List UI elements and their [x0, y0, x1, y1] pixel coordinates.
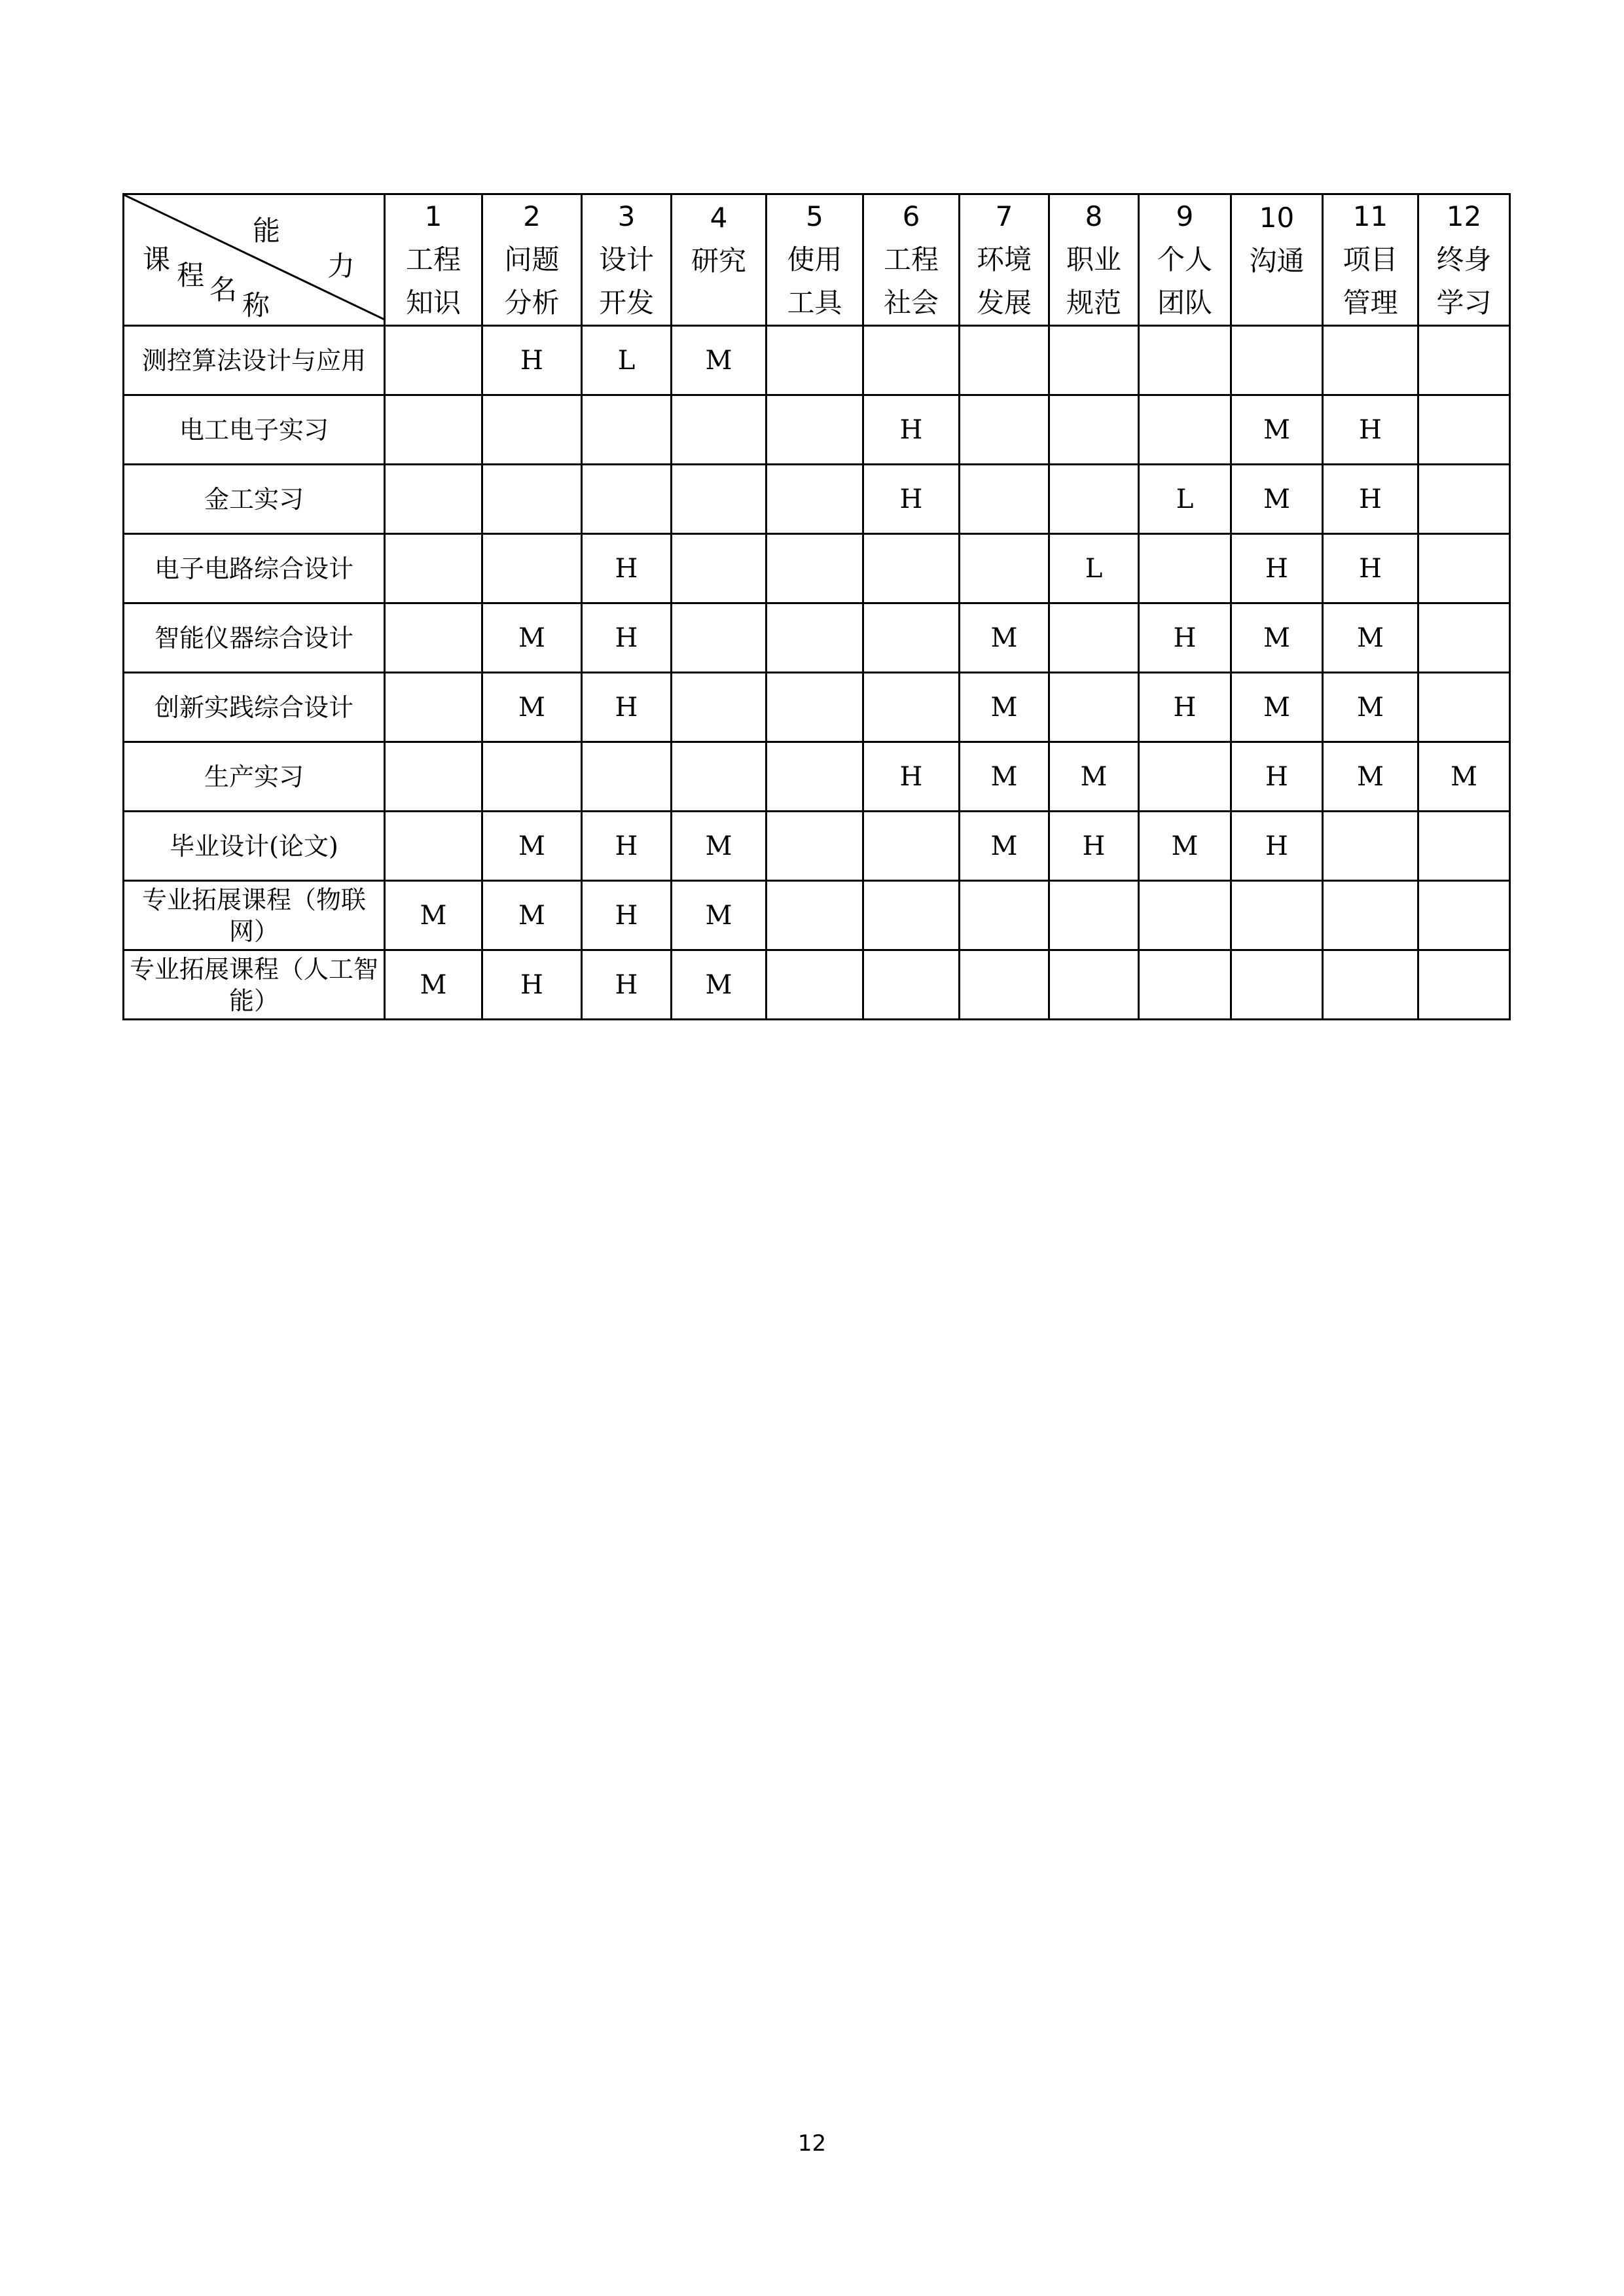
rating-cell [1418, 812, 1510, 881]
rating-cell [960, 465, 1049, 534]
ability-label: 个人 [1157, 243, 1212, 276]
rating-cell: H [1323, 534, 1418, 603]
rating-cell [1418, 534, 1510, 603]
ability-header [1049, 194, 1139, 326]
rating-cell [385, 395, 482, 465]
rating-cell: M [385, 881, 482, 950]
rating-cell [1418, 326, 1510, 395]
rating-cell: M [960, 812, 1049, 881]
course-name-cell: 测控算法设计与应用 [124, 326, 385, 395]
rating-cell: M [1418, 742, 1510, 812]
rating-cell: H [582, 673, 672, 742]
ability-label: 团队 [1157, 287, 1212, 319]
rating-cell [1418, 465, 1510, 534]
rating-cell: H [582, 534, 672, 603]
rating-cell: H [863, 465, 960, 534]
rating-cell [1323, 950, 1418, 1020]
ability-label: 学习 [1436, 287, 1492, 319]
rating-cell [767, 812, 863, 881]
rating-cell: M [960, 603, 1049, 673]
rating-cell: H [1231, 534, 1323, 603]
rating-cell [767, 465, 863, 534]
corner-course-char: 称 [242, 289, 270, 321]
ability-label: 问题 [504, 243, 560, 276]
rating-cell: H [1139, 603, 1231, 673]
rating-cell [1231, 881, 1323, 950]
ability-header [767, 194, 863, 326]
rating-cell [1139, 326, 1231, 395]
ability-header [1418, 194, 1510, 326]
rating-cell: M [1049, 742, 1139, 812]
ability-label: 工程 [883, 243, 939, 276]
rating-cell: M [482, 603, 582, 673]
rating-cell [1139, 881, 1231, 950]
rating-cell [385, 534, 482, 603]
ability-label: 社会 [883, 287, 939, 319]
table-row [124, 673, 1510, 742]
rating-cell [767, 395, 863, 465]
rating-cell [1049, 673, 1139, 742]
rating-cell [672, 534, 767, 603]
rating-cell: M [482, 881, 582, 950]
rating-cell [863, 881, 960, 950]
ability-label: 使用 [787, 243, 842, 276]
ability-header [582, 194, 672, 326]
rating-cell [960, 950, 1049, 1020]
rating-cell [1418, 881, 1510, 950]
rating-cell [960, 326, 1049, 395]
rating-cell [863, 534, 960, 603]
course-name-cell: 专业拓展课程（物联网） [124, 881, 385, 950]
ability-header [385, 194, 482, 326]
rating-cell [672, 465, 767, 534]
course-name-cell: 金工实习 [124, 465, 385, 534]
rating-cell: H [582, 881, 672, 950]
rating-cell [863, 950, 960, 1020]
ability-label: 规范 [1066, 287, 1121, 319]
rating-cell [767, 881, 863, 950]
rating-cell: H [1231, 742, 1323, 812]
rating-cell: M [1323, 673, 1418, 742]
rating-cell: H [1231, 812, 1323, 881]
rating-cell [1323, 881, 1418, 950]
ability-header [1323, 194, 1418, 326]
rating-cell [863, 812, 960, 881]
course-ability-matrix [122, 193, 1511, 1020]
rating-cell: M [385, 950, 482, 1020]
rating-cell [385, 673, 482, 742]
rating-cell [863, 326, 960, 395]
ability-label: 管理 [1343, 287, 1398, 319]
rating-cell [582, 395, 672, 465]
rating-cell [1049, 881, 1139, 950]
matrix-body [124, 326, 1510, 1020]
rating-cell [1418, 603, 1510, 673]
rating-cell [672, 742, 767, 812]
rating-cell [1049, 326, 1139, 395]
ability-number: 7 [995, 200, 1013, 232]
ability-number: 1 [424, 200, 442, 232]
rating-cell [1418, 395, 1510, 465]
course-name-cell: 专业拓展课程（人工智能） [124, 950, 385, 1020]
rating-cell: H [582, 950, 672, 1020]
ability-label: 开发 [598, 287, 654, 319]
table-row [124, 465, 1510, 534]
rating-cell: L [1139, 465, 1231, 534]
ability-label: 工程 [405, 243, 461, 276]
table-row [124, 326, 1510, 395]
table-row [124, 812, 1510, 881]
rating-cell [582, 465, 672, 534]
rating-cell: L [1049, 534, 1139, 603]
ability-label: 沟通 [1249, 245, 1305, 277]
rating-cell [385, 326, 482, 395]
rating-cell: L [582, 326, 672, 395]
corner-course-char: 名 [209, 274, 238, 306]
corner-header [124, 194, 385, 326]
rating-cell [767, 534, 863, 603]
rating-cell [960, 534, 1049, 603]
corner-ability-char: 力 [327, 250, 355, 282]
corner-course-char: 程 [177, 259, 205, 291]
rating-cell: M [1231, 465, 1323, 534]
ability-header [1231, 194, 1323, 326]
ability-label: 知识 [405, 287, 461, 319]
ability-label: 项目 [1343, 243, 1398, 276]
ability-number: 11 [1352, 200, 1388, 232]
rating-cell [385, 742, 482, 812]
table-row [124, 395, 1510, 465]
ability-header [672, 194, 767, 326]
rating-cell [1049, 603, 1139, 673]
rating-cell: M [1139, 812, 1231, 881]
rating-cell: H [582, 812, 672, 881]
rating-cell [385, 603, 482, 673]
ability-number: 9 [1176, 200, 1194, 232]
corner-ability-char: 能 [253, 215, 281, 247]
course-name-cell: 创新实践综合设计 [124, 673, 385, 742]
rating-cell [863, 673, 960, 742]
course-name-cell: 毕业设计(论文) [124, 812, 385, 881]
rating-cell: M [960, 673, 1049, 742]
rating-cell: M [672, 881, 767, 950]
rating-cell: M [482, 812, 582, 881]
rating-cell: H [1139, 673, 1231, 742]
rating-cell [960, 881, 1049, 950]
rating-cell: M [1231, 673, 1323, 742]
rating-cell [672, 603, 767, 673]
rating-cell [1049, 395, 1139, 465]
rating-cell [482, 465, 582, 534]
rating-cell: H [1323, 465, 1418, 534]
rating-cell [767, 603, 863, 673]
rating-cell [482, 742, 582, 812]
ability-number: 6 [902, 200, 920, 232]
rating-cell [482, 395, 582, 465]
rating-cell [863, 603, 960, 673]
header-row [124, 194, 1510, 326]
ability-header [863, 194, 960, 326]
rating-cell [1139, 950, 1231, 1020]
rating-cell [482, 534, 582, 603]
rating-cell [1231, 326, 1323, 395]
rating-cell: H [482, 950, 582, 1020]
ability-number: 3 [617, 200, 636, 232]
rating-cell [1418, 673, 1510, 742]
ability-header [1139, 194, 1231, 326]
ability-number: 5 [806, 200, 823, 232]
rating-cell: H [1049, 812, 1139, 881]
ability-label: 环境 [976, 243, 1032, 276]
rating-cell: H [482, 326, 582, 395]
course-name-cell: 智能仪器综合设计 [124, 603, 385, 673]
rating-cell [582, 742, 672, 812]
course-name-cell: 电子电路综合设计 [124, 534, 385, 603]
rating-cell [1323, 326, 1418, 395]
table-row [124, 950, 1510, 1020]
rating-cell [385, 465, 482, 534]
rating-cell [672, 673, 767, 742]
rating-cell [1139, 534, 1231, 603]
table-row [124, 534, 1510, 603]
rating-cell: H [1323, 395, 1418, 465]
ability-header [482, 194, 582, 326]
rating-cell [767, 950, 863, 1020]
rating-cell: H [863, 395, 960, 465]
rating-cell: M [482, 673, 582, 742]
rating-cell: H [863, 742, 960, 812]
rating-cell [1323, 812, 1418, 881]
ability-label: 工具 [787, 287, 842, 319]
rating-cell: M [960, 742, 1049, 812]
course-name-cell: 电工电子实习 [124, 395, 385, 465]
rating-cell [767, 673, 863, 742]
ability-label: 分析 [504, 287, 560, 319]
rating-cell [672, 395, 767, 465]
ability-label: 职业 [1066, 243, 1121, 276]
rating-cell [1049, 950, 1139, 1020]
course-name-cell: 生产实习 [124, 742, 385, 812]
rating-cell [1418, 950, 1510, 1020]
ability-label: 终身 [1436, 243, 1492, 276]
ability-number: 4 [710, 202, 728, 234]
ability-header [960, 194, 1049, 326]
rating-cell [1139, 742, 1231, 812]
rating-cell: H [582, 603, 672, 673]
rating-cell: M [672, 950, 767, 1020]
rating-cell: M [1323, 603, 1418, 673]
table-row [124, 881, 1510, 950]
ability-label: 发展 [976, 287, 1032, 319]
rating-cell: M [672, 326, 767, 395]
ability-label: 设计 [598, 243, 654, 276]
rating-cell: M [1231, 603, 1323, 673]
rating-cell [1139, 395, 1231, 465]
page-number: 12 [797, 2130, 827, 2157]
rating-cell [960, 395, 1049, 465]
rating-cell: M [1323, 742, 1418, 812]
corner-course-char: 课 [143, 243, 171, 276]
ability-number: 10 [1259, 202, 1295, 234]
rating-cell: M [672, 812, 767, 881]
table-row [124, 742, 1510, 812]
rating-cell [1049, 465, 1139, 534]
ability-number: 2 [523, 200, 541, 232]
rating-cell [767, 742, 863, 812]
rating-cell: M [1231, 395, 1323, 465]
table-row [124, 603, 1510, 673]
rating-cell [1231, 950, 1323, 1020]
ability-label: 研究 [691, 245, 746, 277]
ability-number: 12 [1446, 200, 1482, 232]
ability-number: 8 [1085, 200, 1103, 232]
rating-cell [767, 326, 863, 395]
rating-cell [385, 812, 482, 881]
